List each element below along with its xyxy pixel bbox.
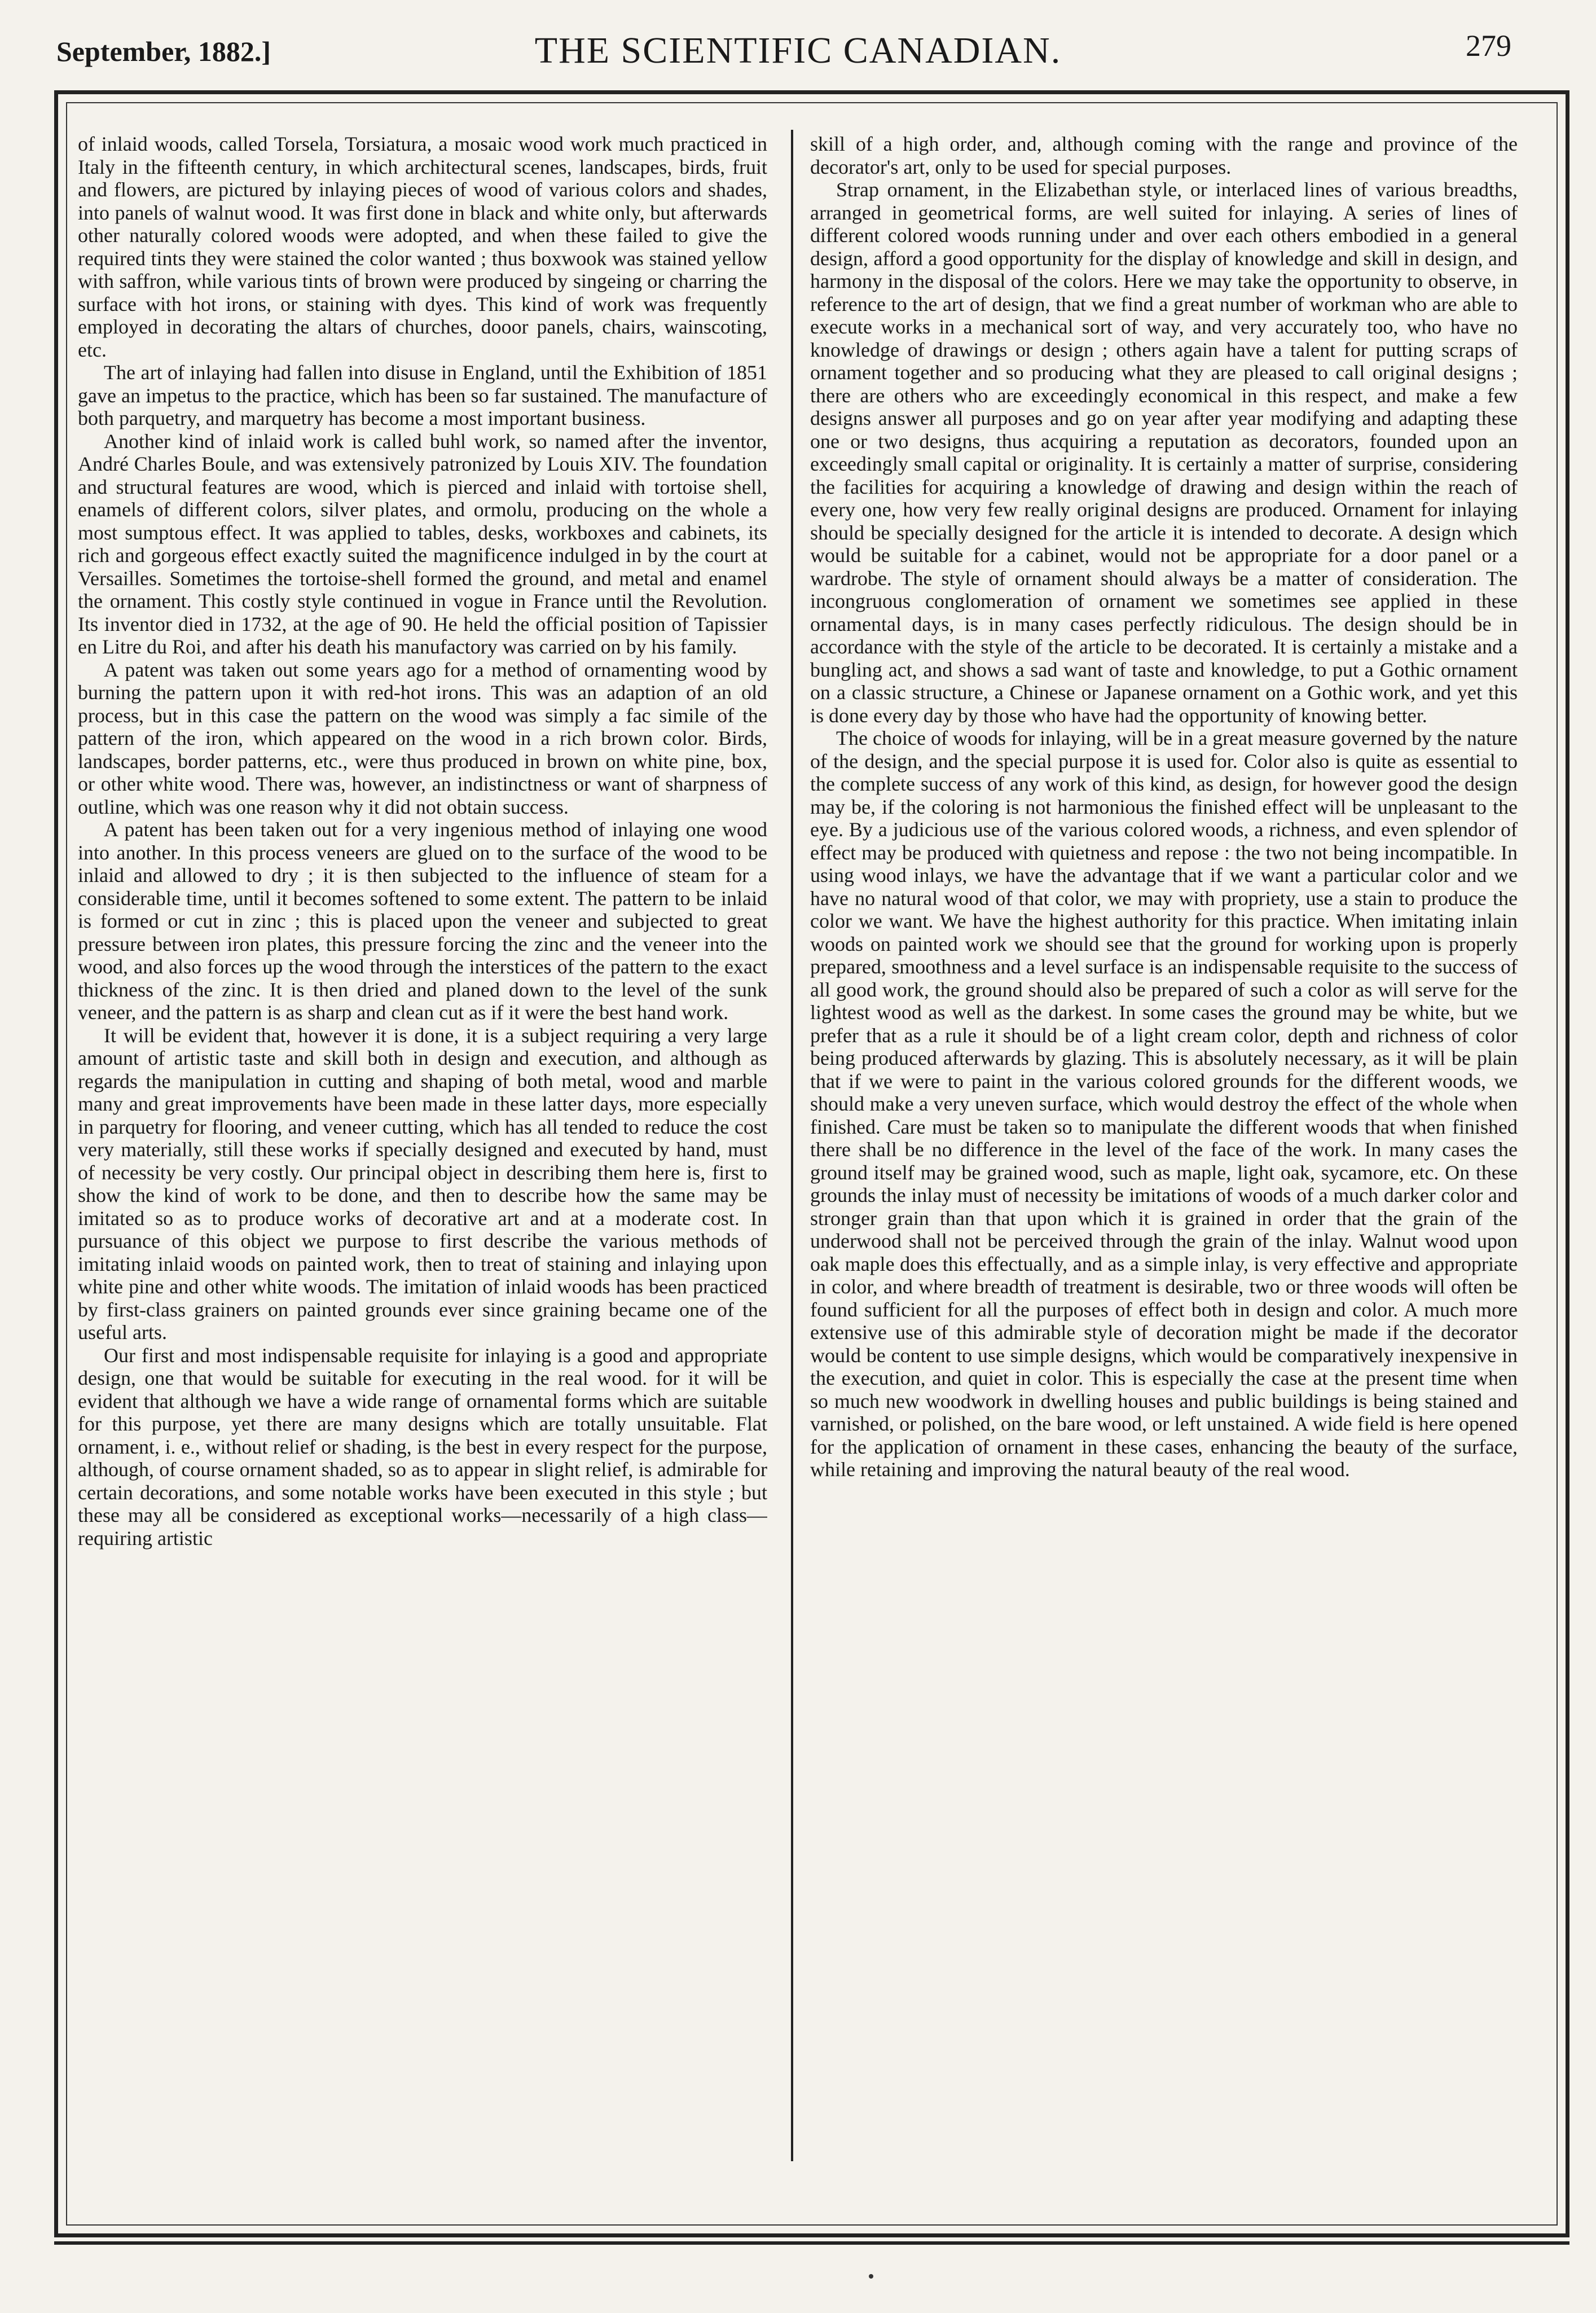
paragraph: A patent was taken out some years ago for a method of ornamenting wood by burning the pattern upon it with red-hot irons. This was an adaption of an old process, but in this case the pattern on the wood was simply a fac simile of the pattern of the iron, which appeared on the wood in a rich brown color. Birds, landscapes, border patterns, etc., were thus produced in brown on white pine, box, or other white wood. There was, however, an indistinctness or want of sharpness of outline, which was one reason why it did not obtain success. [78, 658, 767, 818]
publication-title: THE SCIENTIFIC CANADIAN. [534, 30, 1062, 71]
column-divider [791, 130, 793, 2161]
paragraph: Strap ornament, in the Elizabethan style, or interlaced lines of various breadths, arranged in geometrical forms, are well suited for inlaying. A series of lines of different colored woods running under and over each others embodied in a general design, afford a good opportunity for the display of knowledge and skill in design, and harmony in the disposal of the colors. Here we may take the opportunity to observe, in reference to the art of design, that we find a great number of workman who are able to execute works in a mechanical sort of way, and very accurately too, who have no knowledge of drawings or design ; others again have a talent for putting scraps of ornament together and so producing what they are pleased to call original designs ; there are others who are exceedingly economical in this respect, and make a few designs answer all purposes and go on year after year modifying and adapting these one or two designs, thus acquiring a reputation as decorators, founded upon an exceedingly small capital or originality. It is certainly a matter of surprise, considering the facilities for acquiring a knowledge of drawing and design within the reach of every one, how very few really original designs are produced. Ornament for inlaying should be specially designed for the article it is intended to decorate. A design which would be suitable for a cabinet, would not be appropriate for a door panel or a wardrobe. The style of ornament should always be a matter of consideration. The incongruous conglomeration of ornament we sometimes see applied in these ornamental days, is in many cases perfectly ridiculous. The design should be in accordance with the style of the article to be decorated. It is certainly a mistake and a bungling act, and shows a sad want of taste and knowledge, to put a Gothic ornament on a classic structure, a Chinese or Japanese ornament on a Gothic work, and yet this is done every day by those who have had the opportunity of knowing better. [810, 178, 1518, 727]
paragraph: The choice of woods for inlaying, will be in a great measure governed by the nature of the design, and the special purpose it is used for. Color also is quite as essential to the complete success of any work of this kind, as design, for however good the design may be, if the coloring is not harmonious the finished effect will be unpleasant to the eye. By a judicious use of the various colored woods, a richness, and even splendor of effect may be produced with quietness and repose : the two not being incompatible. In using wood inlays, we have the advantage that if we want a particular color and we have no natural wood of that color, we may with propriety, use a stain to produce the color we want. We have the highest authority for this practice. When imitating inlain woods on painted work we should see that the ground for working upon is properly prepared, smoothness and a level surface is an indispensable requisite to the success of all good work, the ground should also be prepared of such a color as will serve for the lightest wood as well as the darkest. In some cases the ground may be white, but we prefer that as a rule it should be of a light cream color, depth and richness of color being produced afterwards by glazing. This is absolutely necessary, as it will be plain that if we were to paint in the various colored grounds for the different woods, we should make a very uneven surface, which would destroy the effect of the whole when finished. Care must be taken so to manipulate the different woods that when finished there shall be no difference in the level of the face of the work. In many cases the ground itself may be grained wood, such as maple, light oak, sycamore, etc. On these grounds the inlay must of necessity be imitations of woods of a much darker color and stronger grain than that upon which it is grained in order that the grain of the underwood shall not be perceived through the grain of the inlay. Walnut wood upon oak maple does this effectually, and as a simple inlay, is very effective and appropriate in color, and where breadth of treatment is desirable, two or three woods will often be found sufficient for all the purposes of effect both in design and color. A much more extensive use of this admirable style of decoration might be made if the decorator would be content to use simple designs, which would be comparatively inexpensive in the execution, and quiet in color. This is especially the case at the present time when so much new woodwork in dwelling houses and public buildings is being stained and varnished, or polished, on the bare wood, or left unstained. A wide field is here opened for the application of ornament in these cases, enhancing the beauty of the surface, while retaining and improving the natural beauty of the real wood. [810, 727, 1518, 1481]
left-column [78, 133, 767, 2181]
paragraph: The art of inlaying had fallen into disuse in England, until the Exhibition of 1851 gave an impetus to the practice, which has been so far sustained. The manufacture of both parquetry, and marquetry has become a most important business. [78, 361, 767, 429]
page-number: 279 [1466, 29, 1511, 63]
printer-mark [869, 2274, 873, 2279]
issue-date: September, 1882.] [56, 36, 271, 67]
paragraph: Another kind of inlaid work is called buhl work, so named after the inventor, André Charles Boule, and was extensively patronized by Louis XIV. The foundation and structural features are wood, which is pierced and inlaid with tortoise shell, enamels of different colors, silver plates, and ormolu, producing on the whole a most sumptous effect. It was applied to tables, desks, workboxes and cabinets, its rich and gorgeous effect exactly suited the magnificence indulged in by the court at Versailles. Sometimes the tortoise-shell formed the ground, and metal and enamel the ornament. This costly style continued in vogue in France until the Revolution. Its inventor died in 1732, at the age of 90. He held the official position of Tapissier en Litre du Roi, and after his death his manufactory was carried on by his family. [78, 429, 767, 658]
right-column [810, 133, 1518, 2181]
page-header [0, 0, 1596, 96]
paragraph: of inlaid woods, called Torsela, Torsiatura, a mosaic wood work much practiced in Italy in the fifteenth century, in which architectural scenes, landscapes, birds, fruit and flowers, are pictured by inlaying pieces of wood of various colors and shades, into panels of walnut wood. It was first done in black and white only, but afterwards other naturally colored woods were adopted, and when these failed to give the required tints they were stained the color wanted ; thus boxwook was stained yellow with saffron, while various tints of brown were produced by singeing or charring the surface with hot irons, or staining with dyes. This kind of work was frequently employed in decorating the altars of churches, dooor panels, chairs, wainscoting, etc. [78, 133, 767, 361]
paragraph: skill of a high order, and, although coming with the range and province of the decorator's art, only to be used for special purposes. [810, 133, 1518, 178]
paragraph: Our first and most indispensable requisite for inlaying is a good and appropriate design, one that would be suitable for executing in the real wood. for it will be evident that although we have a wide range of ornamental forms which are suitable for this purpose, yet there are many designs which are totally unsuitable. Flat ornament, i. e., without relief or shading, is the best in every respect for the purpose, although, of course ornament shaded, so as to appear in slight relief, is admirable for certain decorations, and some notable works have been executed in this style ; but these may all be considered as exceptional works—necessarily of a high class—requiring artistic [78, 1344, 767, 1550]
bottom-rule [54, 2241, 1569, 2245]
paragraph: It will be evident that, however it is done, it is a subject requiring a very large amount of artistic taste and skill both in design and execution, and although as regards the manipulation in cutting and shaping of both metal, wood and marble many and great improvements have been made in these latter days, more especially in parquetry for flooring, and veneer cutting, which has all tended to reduce the cost very materially, still these works if specially designed and executed by hand, must of necessity be very costly. Our principal object in describing them here is, first to show the kind of work to be done, and then to describe how the same may be imitated so as to produce works of decorative art and at a moderate cost. In pursuance of this object we purpose to first describe the various methods of imitating inlaid woods on painted work, then to treat of staining and inlaying upon white pine and other white woods. The imitation of inlaid woods has been practiced by first-class grainers on painted grounds ever since graining became one of the useful arts. [78, 1024, 767, 1344]
paragraph: A patent has been taken out for a very ingenious method of inlaying one wood into another. In this process veneers are glued on to the surface of the wood to be inlaid and allowed to dry ; it is then subjected to the influence of steam for a considerable time, until it becomes softened to some extent. The pattern to be inlaid is formed or cut in zinc ; this is placed upon the veneer and subjected to great pressure between iron plates, this pressure forcing the zinc and the veneer into the wood, and also forces up the wood through the interstices of the pattern to the exact thickness of the zinc. It is then dried and planed down to the level of the sunk veneer, and the pattern is as sharp and clean cut as if it were the best hand work. [78, 818, 767, 1024]
